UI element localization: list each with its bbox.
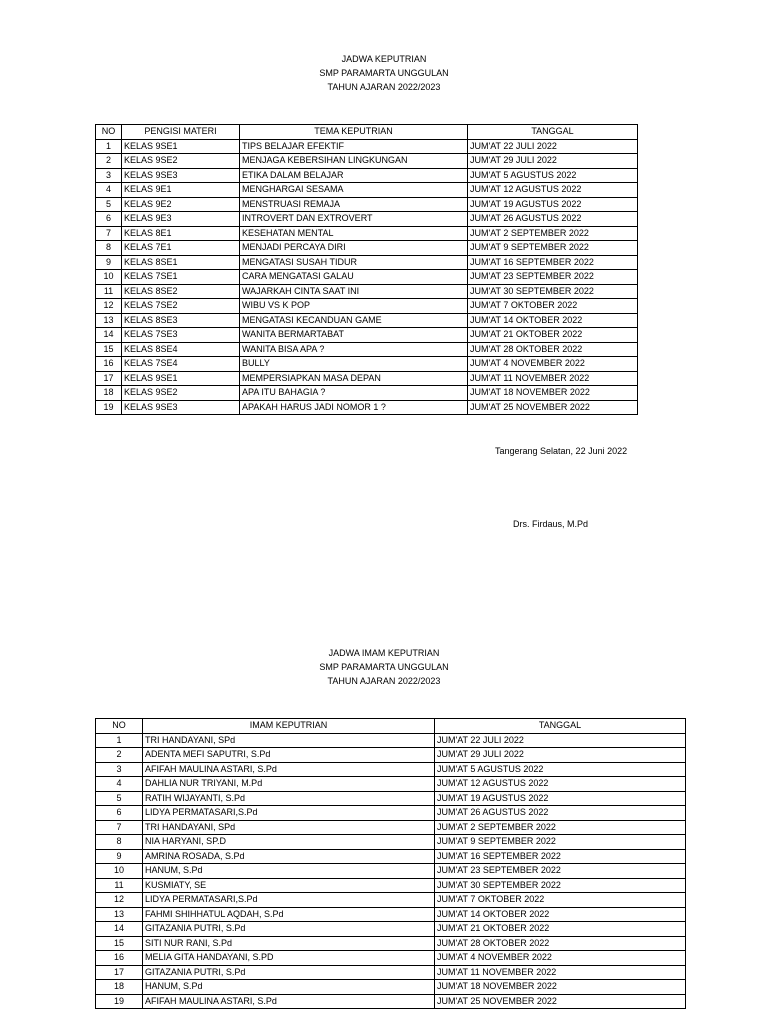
- cell-tanggal: JUM'AT 26 AGUSTUS 2022: [468, 212, 638, 227]
- cell-pengisi-materi: KELAS 9SE1: [122, 371, 240, 386]
- imam-schedule-title: JADWA IMAM KEPUTRIAN: [328, 648, 440, 658]
- cell-imam-keputrian: TRI HANDAYANI, SPd: [143, 733, 435, 748]
- cell-no: 17: [96, 965, 143, 980]
- academic-year: TAHUN AJARAN 2022/2023: [327, 82, 441, 92]
- cell-tanggal: JUM'AT 19 AGUSTUS 2022: [435, 791, 686, 806]
- header-tanggal: TANGGAL: [435, 719, 686, 734]
- cell-imam-keputrian: FAHMI SHIHHATUL AQDAH, S.Pd: [143, 907, 435, 922]
- schedule-title: JADWA KEPUTRIAN: [341, 54, 427, 64]
- table-row: [96, 951, 686, 966]
- cell-no: 6: [96, 806, 143, 821]
- cell-tanggal: JUM'AT 28 OKTOBER 2022: [435, 936, 686, 951]
- table-row: [96, 255, 638, 270]
- cell-imam-keputrian: AMRINA ROSADA, S.Pd: [143, 849, 435, 864]
- cell-pengisi-materi: KELAS 7SE3: [122, 328, 240, 343]
- cell-pengisi-materi: KELAS 9SE1: [122, 139, 240, 154]
- table-header-row: [96, 719, 686, 734]
- cell-imam-keputrian: TRI HANDAYANI, SPd: [143, 820, 435, 835]
- cell-imam-keputrian: ADENTA MEFI SAPUTRI, S.Pd: [143, 748, 435, 763]
- table-row: [96, 154, 638, 169]
- table-row: [96, 284, 638, 299]
- cell-pengisi-materi: KELAS 8E1: [122, 226, 240, 241]
- signatory-name: Drs. Firdaus, M.Pd: [513, 519, 589, 529]
- cell-tema-keputrian: WANITA BERMARTABAT: [240, 328, 468, 343]
- cell-no: 18: [96, 386, 122, 401]
- cell-tema-keputrian: MENGHARGAI SESAMA: [240, 183, 468, 198]
- cell-no: 9: [96, 849, 143, 864]
- cell-tanggal: JUM'AT 26 AGUSTUS 2022: [435, 806, 686, 821]
- cell-no: 10: [96, 270, 122, 285]
- cell-no: 1: [96, 139, 122, 154]
- table-row: [96, 748, 686, 763]
- table-row: [96, 878, 686, 893]
- cell-pengisi-materi: KELAS 8SE4: [122, 342, 240, 357]
- cell-tanggal: JUM'AT 5 AGUSTUS 2022: [435, 762, 686, 777]
- cell-tanggal: JUM'AT 23 SEPTEMBER 2022: [468, 270, 638, 285]
- imam-schedule-body: [96, 733, 686, 1009]
- cell-tanggal: JUM'AT 21 OKTOBER 2022: [435, 922, 686, 937]
- cell-tanggal: JUM'AT 5 AGUSTUS 2022: [468, 168, 638, 183]
- header-no: NO: [96, 125, 122, 140]
- cell-no: 14: [96, 328, 122, 343]
- cell-pengisi-materi: KELAS 7SE1: [122, 270, 240, 285]
- cell-tanggal: JUM'AT 29 JULI 2022: [468, 154, 638, 169]
- cell-no: 6: [96, 212, 122, 227]
- cell-imam-keputrian: LIDYA PERMATASARI,S.Pd: [143, 806, 435, 821]
- table-row: [96, 791, 686, 806]
- cell-no: 17: [96, 371, 122, 386]
- cell-no: 4: [96, 183, 122, 198]
- cell-tanggal: JUM'AT 2 SEPTEMBER 2022: [468, 226, 638, 241]
- table-row: [96, 371, 638, 386]
- cell-pengisi-materi: KELAS 7E1: [122, 241, 240, 256]
- table-row: [96, 820, 686, 835]
- cell-no: 15: [96, 936, 143, 951]
- cell-imam-keputrian: SITI NUR RANI, S.Pd: [143, 936, 435, 951]
- school-name: SMP PARAMARTA UNGGULAN: [319, 68, 449, 78]
- header-pengisi-materi: PENGISI MATERI: [122, 125, 240, 140]
- cell-no: 4: [96, 777, 143, 792]
- cell-tanggal: JUM'AT 22 JULI 2022: [435, 733, 686, 748]
- imam-academic-year: TAHUN AJARAN 2022/2023: [327, 676, 441, 686]
- cell-tanggal: JUM'AT 11 NOVEMBER 2022: [435, 965, 686, 980]
- cell-imam-keputrian: HANUM, S.Pd: [143, 980, 435, 995]
- cell-no: 15: [96, 342, 122, 357]
- header-tanggal: TANGGAL: [468, 125, 638, 140]
- cell-tanggal: JUM'AT 21 OKTOBER 2022: [468, 328, 638, 343]
- cell-pengisi-materi: KELAS 9E3: [122, 212, 240, 227]
- cell-tanggal: JUM'AT 2 SEPTEMBER 2022: [435, 820, 686, 835]
- cell-imam-keputrian: AFIFAH MAULINA ASTARI, S.Pd: [143, 762, 435, 777]
- cell-imam-keputrian: LIDYA PERMATASARI,S.Pd: [143, 893, 435, 908]
- cell-imam-keputrian: KUSMIATY, SE: [143, 878, 435, 893]
- cell-no: 14: [96, 922, 143, 937]
- table-row: [96, 849, 686, 864]
- cell-no: 8: [96, 241, 122, 256]
- cell-pengisi-materi: KELAS 9SE2: [122, 386, 240, 401]
- table-row: [96, 936, 686, 951]
- cell-tema-keputrian: INTROVERT DAN EXTROVERT: [240, 212, 468, 227]
- cell-tanggal: JUM'AT 12 AGUSTUS 2022: [435, 777, 686, 792]
- cell-tanggal: JUM'AT 16 SEPTEMBER 2022: [435, 849, 686, 864]
- table-row: [96, 907, 686, 922]
- cell-no: 19: [96, 400, 122, 415]
- cell-no: 16: [96, 951, 143, 966]
- cell-no: 11: [96, 284, 122, 299]
- table-row: [96, 328, 638, 343]
- cell-no: 16: [96, 357, 122, 372]
- cell-tema-keputrian: MENGATASI KECANDUAN GAME: [240, 313, 468, 328]
- keputrian-schedule-body: [96, 139, 638, 415]
- table-row: [96, 226, 638, 241]
- table-header-row: [96, 125, 638, 140]
- cell-tanggal: JUM'AT 16 SEPTEMBER 2022: [468, 255, 638, 270]
- cell-tanggal: JUM'AT 25 NOVEMBER 2022: [435, 994, 686, 1009]
- cell-tanggal: JUM'AT 30 SEPTEMBER 2022: [435, 878, 686, 893]
- cell-imam-keputrian: MELIA GITA HANDAYANI, S.PD: [143, 951, 435, 966]
- place-date: Tangerang Selatan, 22 Juni 2022: [495, 446, 628, 456]
- cell-tanggal: JUM'AT 7 OKTOBER 2022: [468, 299, 638, 314]
- cell-tanggal: JUM'AT 4 NOVEMBER 2022: [435, 951, 686, 966]
- cell-pengisi-materi: KELAS 8SE3: [122, 313, 240, 328]
- cell-no: 2: [96, 154, 122, 169]
- table-row: [96, 965, 686, 980]
- cell-tanggal: JUM'AT 12 AGUSTUS 2022: [468, 183, 638, 198]
- cell-tema-keputrian: BULLY: [240, 357, 468, 372]
- table-row: [96, 806, 686, 821]
- cell-imam-keputrian: HANUM, S.Pd: [143, 864, 435, 879]
- cell-tema-keputrian: MENGATASI SUSAH TIDUR: [240, 255, 468, 270]
- cell-tanggal: JUM'AT 11 NOVEMBER 2022: [468, 371, 638, 386]
- cell-no: 10: [96, 864, 143, 879]
- header-imam-keputrian: IMAM KEPUTRIAN: [143, 719, 435, 734]
- cell-no: 11: [96, 878, 143, 893]
- cell-no: 8: [96, 835, 143, 850]
- cell-tanggal: JUM'AT 29 JULI 2022: [435, 748, 686, 763]
- cell-tanggal: JUM'AT 14 OKTOBER 2022: [468, 313, 638, 328]
- schedule-title-block: [0, 52, 768, 94]
- cell-imam-keputrian: AFIFAH MAULINA ASTARI, S.Pd: [143, 994, 435, 1009]
- table-row: [96, 241, 638, 256]
- cell-tema-keputrian: CARA MENGATASI GALAU: [240, 270, 468, 285]
- cell-pengisi-materi: KELAS 7SE4: [122, 357, 240, 372]
- imam-schedule-table: [95, 718, 686, 1009]
- table-row: [96, 357, 638, 372]
- cell-tema-keputrian: TIPS BELAJAR EFEKTIF: [240, 139, 468, 154]
- cell-tema-keputrian: MENJAGA KEBERSIHAN LINGKUNGAN: [240, 154, 468, 169]
- cell-imam-keputrian: GITAZANIA PUTRI, S.Pd: [143, 922, 435, 937]
- cell-tanggal: JUM'AT 19 AGUSTUS 2022: [468, 197, 638, 212]
- cell-no: 1: [96, 733, 143, 748]
- cell-tema-keputrian: APAKAH HARUS JADI NOMOR 1 ?: [240, 400, 468, 415]
- cell-tema-keputrian: MENSTRUASI REMAJA: [240, 197, 468, 212]
- cell-no: 5: [96, 791, 143, 806]
- cell-no: 2: [96, 748, 143, 763]
- table-row: [96, 762, 686, 777]
- table-row: [96, 212, 638, 227]
- table-row: [96, 994, 686, 1009]
- table-row: [96, 342, 638, 357]
- table-row: [96, 270, 638, 285]
- cell-imam-keputrian: NIA HARYANI, SP.D: [143, 835, 435, 850]
- cell-no: 7: [96, 820, 143, 835]
- table-row: [96, 893, 686, 908]
- cell-no: 7: [96, 226, 122, 241]
- header-tema-keputrian: TEMA KEPUTRIAN: [240, 125, 468, 140]
- header-no: NO: [96, 719, 143, 734]
- cell-pengisi-materi: KELAS 9E2: [122, 197, 240, 212]
- table-row: [96, 835, 686, 850]
- table-row: [96, 386, 638, 401]
- cell-tanggal: JUM'AT 7 OKTOBER 2022: [435, 893, 686, 908]
- cell-imam-keputrian: GITAZANIA PUTRI, S.Pd: [143, 965, 435, 980]
- cell-tanggal: JUM'AT 23 SEPTEMBER 2022: [435, 864, 686, 879]
- table-row: [96, 400, 638, 415]
- imam-title-block: [0, 646, 768, 688]
- cell-imam-keputrian: RATIH WIJAYANTI, S.Pd: [143, 791, 435, 806]
- cell-no: 3: [96, 762, 143, 777]
- cell-pengisi-materi: KELAS 9SE3: [122, 168, 240, 183]
- cell-no: 12: [96, 299, 122, 314]
- cell-tanggal: JUM'AT 22 JULI 2022: [468, 139, 638, 154]
- cell-tanggal: JUM'AT 25 NOVEMBER 2022: [468, 400, 638, 415]
- table-row: [96, 139, 638, 154]
- table-row: [96, 980, 686, 995]
- cell-no: 13: [96, 907, 143, 922]
- cell-no: 19: [96, 994, 143, 1009]
- cell-no: 3: [96, 168, 122, 183]
- table-row: [96, 299, 638, 314]
- table-row: [96, 864, 686, 879]
- table-row: [96, 922, 686, 937]
- cell-pengisi-materi: KELAS 9SE2: [122, 154, 240, 169]
- cell-tema-keputrian: WAJARKAH CINTA SAAT INI: [240, 284, 468, 299]
- cell-no: 13: [96, 313, 122, 328]
- cell-pengisi-materi: KELAS 9SE3: [122, 400, 240, 415]
- cell-pengisi-materi: KELAS 8SE1: [122, 255, 240, 270]
- cell-tanggal: JUM'AT 18 NOVEMBER 2022: [435, 980, 686, 995]
- cell-tanggal: JUM'AT 9 SEPTEMBER 2022: [435, 835, 686, 850]
- table-row: [96, 313, 638, 328]
- cell-tema-keputrian: MENJADI PERCAYA DIRI: [240, 241, 468, 256]
- cell-tema-keputrian: KESEHATAN MENTAL: [240, 226, 468, 241]
- cell-pengisi-materi: KELAS 8SE2: [122, 284, 240, 299]
- cell-tanggal: JUM'AT 30 SEPTEMBER 2022: [468, 284, 638, 299]
- cell-tanggal: JUM'AT 4 NOVEMBER 2022: [468, 357, 638, 372]
- table-row: [96, 168, 638, 183]
- cell-tanggal: JUM'AT 28 OKTOBER 2022: [468, 342, 638, 357]
- keputrian-schedule-table: [95, 124, 638, 415]
- cell-tema-keputrian: MEMPERSIAPKAN MASA DEPAN: [240, 371, 468, 386]
- cell-pengisi-materi: KELAS 7SE2: [122, 299, 240, 314]
- cell-tanggal: JUM'AT 14 OKTOBER 2022: [435, 907, 686, 922]
- table-row: [96, 777, 686, 792]
- cell-no: 9: [96, 255, 122, 270]
- cell-tanggal: JUM'AT 9 SEPTEMBER 2022: [468, 241, 638, 256]
- cell-tanggal: JUM'AT 18 NOVEMBER 2022: [468, 386, 638, 401]
- cell-tema-keputrian: ETIKA DALAM BELAJAR: [240, 168, 468, 183]
- table-row: [96, 733, 686, 748]
- cell-tema-keputrian: WIBU VS K POP: [240, 299, 468, 314]
- cell-no: 18: [96, 980, 143, 995]
- cell-tema-keputrian: APA ITU BAHAGIA ?: [240, 386, 468, 401]
- cell-tema-keputrian: WANITA BISA APA ?: [240, 342, 468, 357]
- table-row: [96, 197, 638, 212]
- cell-pengisi-materi: KELAS 9E1: [122, 183, 240, 198]
- table-row: [96, 183, 638, 198]
- cell-no: 12: [96, 893, 143, 908]
- cell-imam-keputrian: DAHLIA NUR TRIYANI, M.Pd: [143, 777, 435, 792]
- imam-school-name: SMP PARAMARTA UNGGULAN: [319, 662, 449, 672]
- cell-no: 5: [96, 197, 122, 212]
